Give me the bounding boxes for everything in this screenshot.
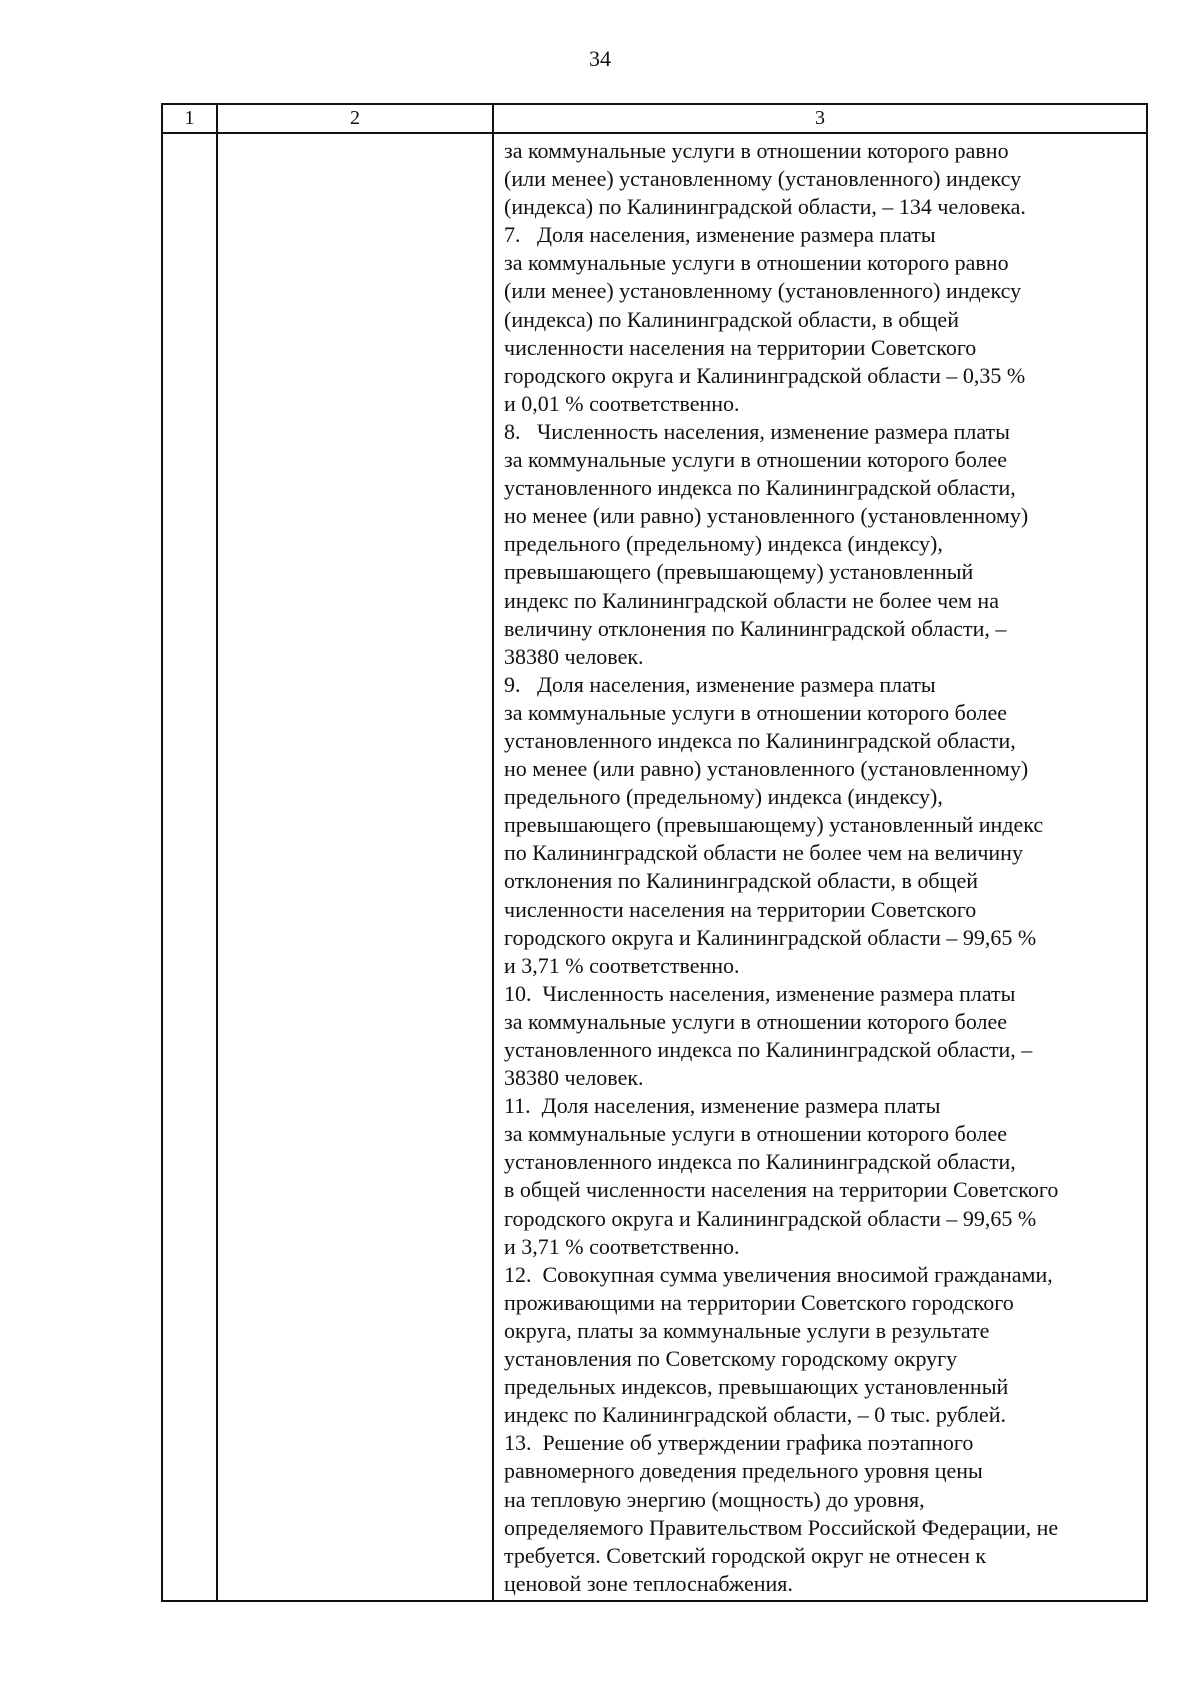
text-line: величину отклонения по Калининградской области, – bbox=[504, 615, 1007, 641]
text-line: численности населения на территории Советского bbox=[504, 896, 977, 922]
text-line: требуется. Советский городской округ не отнесен к bbox=[504, 1542, 987, 1568]
text-line: установления по Советскому городскому округу bbox=[504, 1346, 958, 1372]
column-header-2: 2 bbox=[217, 104, 493, 133]
column-header-1: 1 bbox=[162, 104, 217, 133]
text-line: городского округа и Калининградской области – 99,65 % bbox=[504, 924, 1037, 950]
text-line: городского округа и Калининградской области – 99,65 % bbox=[504, 1205, 1037, 1231]
text-line: превышающего (превышающему) установленный индекс bbox=[504, 812, 1044, 838]
text-line: проживающими на территории Советского городского bbox=[504, 1289, 1014, 1315]
table-header-row bbox=[162, 104, 1147, 133]
text-line: отклонения по Калининградской области, в общей bbox=[504, 868, 979, 894]
text-line: равномерного доведения предельного уровня цены bbox=[504, 1458, 983, 1484]
table-row bbox=[162, 133, 1147, 1601]
text-line: (или менее) установленному (установленного) индексу bbox=[504, 166, 1022, 192]
text-line: ценовой зоне теплоснабжения. bbox=[504, 1570, 793, 1596]
text-line: 11. Доля населения, изменение размера платы bbox=[504, 1093, 941, 1119]
text-line: 38380 человек. bbox=[504, 1065, 644, 1091]
text-line: но менее (или равно) установленного (установленному) bbox=[504, 503, 1029, 529]
text-line: и 3,71 % соответственно. bbox=[504, 952, 740, 978]
column-header-3: 3 bbox=[493, 104, 1147, 133]
column-2-cell bbox=[217, 133, 493, 1601]
text-line: установленного индекса по Калининградской области, bbox=[504, 727, 1016, 753]
document-table bbox=[161, 103, 1148, 1602]
text-line: 8. Численность населения, изменение размера платы bbox=[504, 418, 1010, 444]
text-line: за коммунальные услуги в отношении которого равно bbox=[504, 138, 1009, 163]
text-line: установленного индекса по Калининградской области, – bbox=[504, 1037, 1033, 1062]
text-line: за коммунальные услуги в отношении которого более bbox=[504, 1121, 1008, 1147]
text-line: установленного индекса по Калининградской области, bbox=[504, 475, 1016, 501]
text-line: за коммунальные услуги в отношении которого более bbox=[504, 1008, 1008, 1034]
column-1-cell bbox=[162, 133, 217, 1601]
text-line: численности населения на территории Советского bbox=[504, 334, 977, 360]
text-line: за коммунальные услуги в отношении которого более bbox=[504, 447, 1008, 473]
text-line: 7. Доля населения, изменение размера платы bbox=[504, 222, 936, 248]
text-line: городского округа и Калининградской области – 0,35 % bbox=[504, 362, 1026, 388]
text-line: 12. Совокупная сумма увеличения вносимой гражданами, bbox=[504, 1261, 1053, 1287]
text-line: и 0,01 % соответственно. bbox=[504, 390, 740, 416]
text-line: определяемого Правительством Российской Федерации, не bbox=[504, 1514, 1059, 1540]
text-line: (индекса) по Калининградской области, в общей bbox=[504, 306, 959, 332]
text-line: индекс по Калининградской области не более чем на bbox=[504, 587, 999, 613]
text-line: предельного (предельному) индекса (индексу), bbox=[504, 531, 943, 557]
text-line: 10. Численность населения, изменение размера платы bbox=[504, 980, 1016, 1006]
text-line: за коммунальные услуги в отношении которого более bbox=[504, 699, 1008, 725]
page-number: 34 bbox=[589, 46, 611, 71]
column-3-cell bbox=[493, 133, 1147, 1601]
text-line: на тепловую энергию (мощность) до уровня, bbox=[504, 1486, 925, 1512]
text-line: но менее (или равно) установленного (установленному) bbox=[504, 756, 1029, 782]
text-line: 9. Доля населения, изменение размера платы bbox=[504, 671, 936, 697]
text-line: предельных индексов, превышающих установленный bbox=[504, 1374, 1009, 1400]
content-text-block bbox=[504, 137, 1142, 1598]
text-line: по Калининградской области не более чем на величину bbox=[504, 840, 1023, 866]
text-line: установленного индекса по Калининградской области, bbox=[504, 1149, 1016, 1175]
text-line: и 3,71 % соответственно. bbox=[504, 1233, 740, 1259]
text-line: превышающего (превышающему) установленный bbox=[504, 559, 974, 585]
text-line: округа, платы за коммунальные услуги в результате bbox=[504, 1317, 990, 1343]
text-line: в общей численности населения на территории Советского bbox=[504, 1177, 1059, 1203]
text-line: за коммунальные услуги в отношении которого равно bbox=[504, 250, 1009, 276]
text-line: (или менее) установленному (установленного) индексу bbox=[504, 278, 1022, 304]
text-line: 13. Решение об утверждении графика поэтапного bbox=[504, 1430, 974, 1456]
text-line: предельного (предельному) индекса (индексу), bbox=[504, 784, 943, 810]
text-line: (индекса) по Калининградской области, – 134 человека. bbox=[504, 194, 1026, 220]
text-line: 38380 человек. bbox=[504, 643, 644, 669]
text-line: индекс по Калининградской области, – 0 тыс. рублей. bbox=[504, 1402, 1006, 1428]
